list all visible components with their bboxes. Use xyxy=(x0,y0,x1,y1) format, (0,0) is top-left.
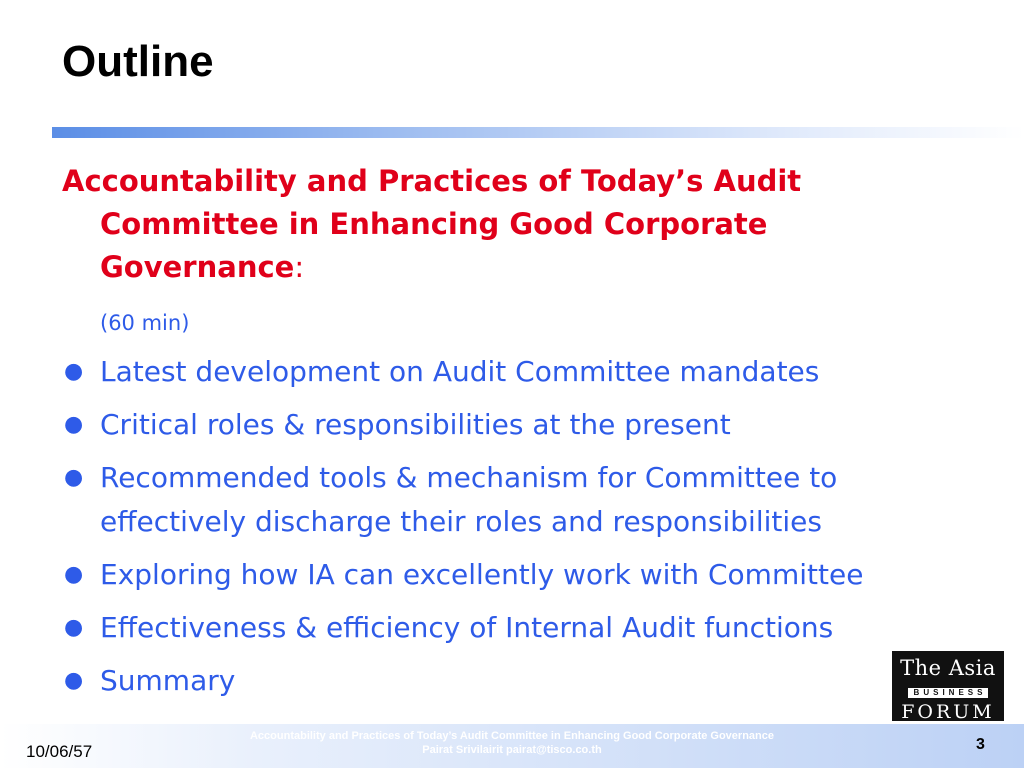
bullet-text-6: Summary xyxy=(100,664,236,697)
footer-date: 10/06/57 xyxy=(26,742,93,761)
bullet-dot-icon: ● xyxy=(64,668,84,693)
slide-title: Outline xyxy=(62,37,214,86)
bullet-item-4 xyxy=(62,553,942,597)
section-heading-line-3-text: Governance xyxy=(100,250,295,284)
bullet-text-2: Critical roles & responsibilities at the present xyxy=(100,408,731,441)
section-heading-line-1: Accountability and Practices of Today’s Audit xyxy=(62,164,802,198)
bullet-text-3: Recommended tools & mechanism for Committee to effectively discharge their roles and responsibilities xyxy=(100,461,838,538)
section-heading-line-3 xyxy=(62,246,862,289)
section-heading xyxy=(62,160,862,289)
bullet-dot-icon: ● xyxy=(64,412,84,437)
section-heading-line-2: Committee in Enhancing Good Corporate xyxy=(100,207,768,241)
logo-line-3: FORUM xyxy=(901,701,995,723)
bullet-text-4: Exploring how IA can excellently work with Committee xyxy=(100,558,864,591)
bullet-dot-icon: ● xyxy=(64,615,84,640)
logo-line-2: BUSINESS xyxy=(908,688,989,698)
bullet-item-1 xyxy=(62,350,942,394)
title-divider xyxy=(52,127,1024,138)
bullet-dot-icon: ● xyxy=(64,465,84,490)
slide-page-number: 3 xyxy=(976,736,985,753)
asia-business-forum-logo xyxy=(892,651,1004,721)
logo-line-1: The Asia xyxy=(900,656,996,680)
footer-presenter-contact: Pairat Srivilairit pairat@tisco.co.th xyxy=(422,744,602,756)
bullet-dot-icon: ● xyxy=(64,562,84,587)
bullet-dot-icon: ● xyxy=(64,359,84,384)
bullet-item-6 xyxy=(62,659,942,703)
footer-presentation-info xyxy=(170,729,854,757)
bullet-text-5: Effectiveness & efficiency of Internal Audit functions xyxy=(100,611,834,644)
bullet-text-1: Latest development on Audit Committee mandates xyxy=(100,355,820,388)
outline-bullet-list xyxy=(62,350,942,712)
bullet-item-5 xyxy=(62,606,942,650)
bullet-item-2 xyxy=(62,403,942,447)
footer-presentation-title: Accountability and Practices of Today’s Audit Committee in Enhancing Good Corporate Governance xyxy=(249,730,774,742)
session-duration: (60 min) xyxy=(100,311,190,335)
bullet-item-3 xyxy=(62,456,942,544)
section-heading-colon: : xyxy=(294,250,305,284)
